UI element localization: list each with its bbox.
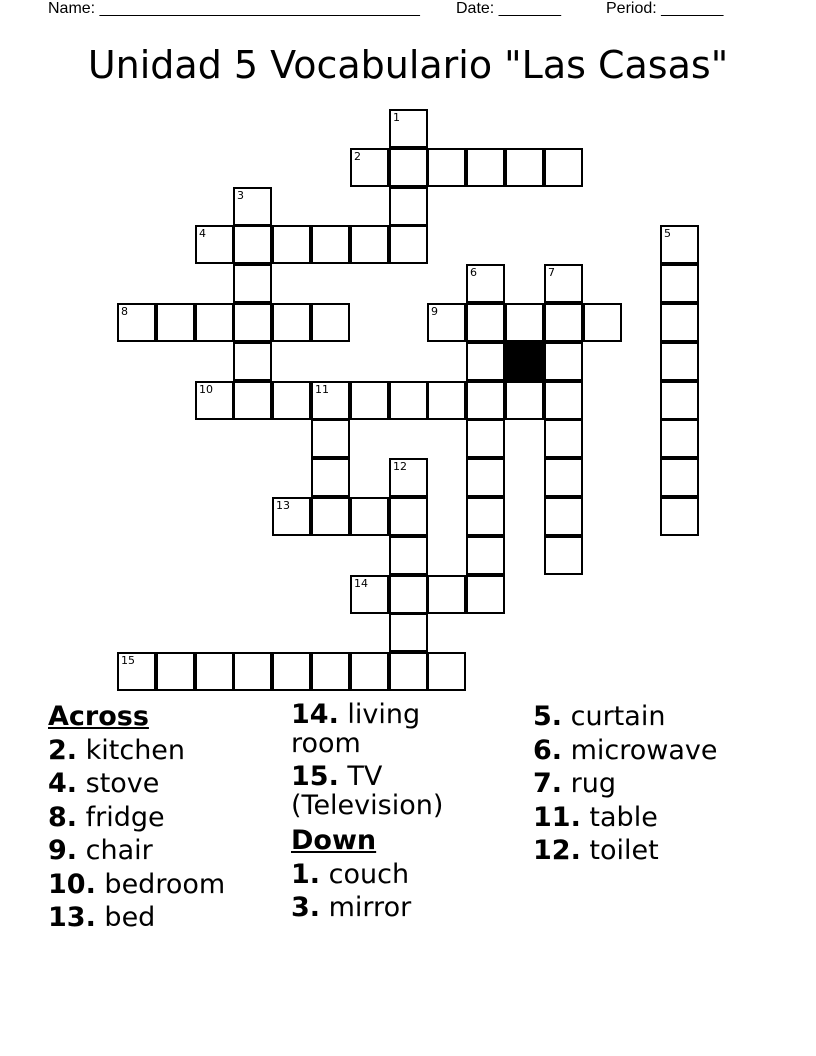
crossword-cell[interactable] <box>350 148 389 187</box>
down-title: Down <box>291 825 377 856</box>
crossword-cell[interactable] <box>466 342 505 381</box>
crossword-cell[interactable] <box>195 225 234 264</box>
crossword-cell[interactable] <box>660 458 699 497</box>
crossword-cell[interactable] <box>311 381 350 420</box>
crossword-cell[interactable] <box>544 381 583 420</box>
crossword-cell[interactable] <box>272 225 311 264</box>
crossword-cell[interactable] <box>466 419 505 458</box>
blocked-cell <box>505 342 544 381</box>
crossword-cell[interactable] <box>311 303 350 342</box>
date-label: Date: _______ <box>456 0 561 17</box>
crossword-cell[interactable] <box>466 458 505 497</box>
clue-number: 15 <box>121 654 135 667</box>
clue-number: 11 <box>315 383 329 396</box>
crossword-cell[interactable] <box>505 303 544 342</box>
crossword-cell[interactable] <box>544 148 583 187</box>
clue-number: 1 <box>393 111 400 124</box>
clue-down-7: 7. rug <box>533 768 616 799</box>
crossword-cell[interactable] <box>583 303 622 342</box>
clue-number: 9 <box>431 305 438 318</box>
crossword-cell[interactable] <box>389 148 428 187</box>
crossword-cell[interactable] <box>389 536 428 575</box>
crossword-cell[interactable] <box>544 303 583 342</box>
clues-column-1 <box>48 700 278 935</box>
clue-number: 2 <box>354 150 361 163</box>
crossword-cell[interactable] <box>272 303 311 342</box>
name-label: Name: ____________________________________ <box>48 0 420 17</box>
crossword-cell[interactable] <box>544 264 583 303</box>
clue-number: 6 <box>470 266 477 279</box>
clue-down-5: 5. curtain <box>533 701 666 732</box>
crossword-cell[interactable] <box>156 652 195 691</box>
clue-across-9: 9. chair <box>48 835 153 866</box>
crossword-cell[interactable] <box>466 536 505 575</box>
crossword-cell[interactable] <box>389 187 428 226</box>
clue-number: 7 <box>548 266 555 279</box>
clue-number: 3 <box>237 189 244 202</box>
crossword-cell[interactable] <box>195 303 234 342</box>
crossword-cell[interactable] <box>272 497 311 536</box>
crossword-cell[interactable] <box>466 497 505 536</box>
crossword-cell[interactable] <box>427 148 466 187</box>
crossword-cell[interactable] <box>311 419 350 458</box>
clue-number: 12 <box>393 460 407 473</box>
crossword-cell[interactable] <box>466 264 505 303</box>
crossword-cell[interactable] <box>389 109 428 148</box>
crossword-cell[interactable] <box>311 652 350 691</box>
across-title: Across <box>48 701 149 732</box>
crossword-cell[interactable] <box>466 575 505 614</box>
crossword-cell[interactable] <box>660 342 699 381</box>
clue-number: 8 <box>121 305 128 318</box>
clue-down-12: 12. toilet <box>533 835 659 866</box>
clue-across-15: 15. TV (Television) <box>291 761 444 821</box>
crossword-cell[interactable] <box>195 652 234 691</box>
crossword-cell[interactable] <box>544 536 583 575</box>
crossword-cell[interactable] <box>660 225 699 264</box>
crossword-cell[interactable] <box>156 303 195 342</box>
crossword-cell[interactable] <box>350 497 389 536</box>
crossword-cell[interactable] <box>505 381 544 420</box>
clue-down-6: 6. microwave <box>533 734 718 766</box>
crossword-cell[interactable] <box>350 381 389 420</box>
crossword-cell[interactable] <box>466 148 505 187</box>
crossword-cell[interactable] <box>544 497 583 536</box>
crossword-cell[interactable] <box>117 303 156 342</box>
crossword-cell[interactable] <box>544 419 583 458</box>
crossword-cell[interactable] <box>389 613 428 652</box>
crossword-cell[interactable] <box>233 264 272 303</box>
clue-down-3: 3. mirror <box>291 892 412 923</box>
crossword-cell[interactable] <box>427 381 466 420</box>
crossword-cell[interactable] <box>233 303 272 342</box>
crossword-cell[interactable] <box>544 342 583 381</box>
crossword-cell[interactable] <box>389 575 428 614</box>
crossword-cell[interactable] <box>660 419 699 458</box>
clue-across-10: 10. bedroom <box>48 868 226 900</box>
crossword-cell[interactable] <box>427 652 466 691</box>
crossword-cell[interactable] <box>233 652 272 691</box>
crossword-cell[interactable] <box>233 187 272 226</box>
clue-number: 4 <box>199 227 206 240</box>
crossword-cell[interactable] <box>427 303 466 342</box>
crossword-cell[interactable] <box>350 575 389 614</box>
crossword-cell[interactable] <box>311 497 350 536</box>
crossword-cell[interactable] <box>427 575 466 614</box>
period-label: Period: _______ <box>606 0 724 17</box>
crossword-cell[interactable] <box>660 381 699 420</box>
clue-across-8: 8. fridge <box>48 801 165 833</box>
clue-number: 14 <box>354 577 368 590</box>
crossword-cell[interactable] <box>660 264 699 303</box>
crossword-cell[interactable] <box>233 342 272 381</box>
crossword-cell[interactable] <box>272 652 311 691</box>
clue-across-13: 13. bed <box>48 902 156 933</box>
crossword-cell[interactable] <box>389 458 428 497</box>
clues-column-3 <box>533 700 803 868</box>
crossword-cell[interactable] <box>233 381 272 420</box>
clue-across-14: 14. living room <box>291 699 421 759</box>
crossword-cell[interactable] <box>466 381 505 420</box>
crossword-cell[interactable] <box>350 225 389 264</box>
clue-down-11: 11. table <box>533 801 658 833</box>
crossword-cell[interactable] <box>389 225 428 264</box>
clue-across-2: 2. kitchen <box>48 734 186 766</box>
crossword-cell[interactable] <box>466 303 505 342</box>
crossword-cell[interactable] <box>389 497 428 536</box>
clue-number: 10 <box>199 383 213 396</box>
crossword-cell[interactable] <box>660 497 699 536</box>
crossword-cell[interactable] <box>195 381 234 420</box>
crossword-cell[interactable] <box>660 303 699 342</box>
crossword-cell[interactable] <box>272 381 311 420</box>
crossword-cell[interactable] <box>233 225 272 264</box>
crossword-cell[interactable] <box>311 225 350 264</box>
crossword-cell[interactable] <box>350 652 389 691</box>
clues-column-2 <box>291 700 491 925</box>
crossword-cell[interactable] <box>505 148 544 187</box>
page-title: Unidad 5 Vocabulario "Las Casas" <box>87 43 729 87</box>
clue-across-4: 4. stove <box>48 768 160 799</box>
clue-number: 13 <box>276 499 290 512</box>
crossword-cell[interactable] <box>311 458 350 497</box>
clue-number: 5 <box>664 227 671 240</box>
crossword-cell[interactable] <box>389 381 428 420</box>
crossword-cell[interactable] <box>117 652 156 691</box>
clue-down-1: 1. couch <box>291 858 410 890</box>
crossword-cell[interactable] <box>544 458 583 497</box>
crossword-cell[interactable] <box>389 652 428 691</box>
